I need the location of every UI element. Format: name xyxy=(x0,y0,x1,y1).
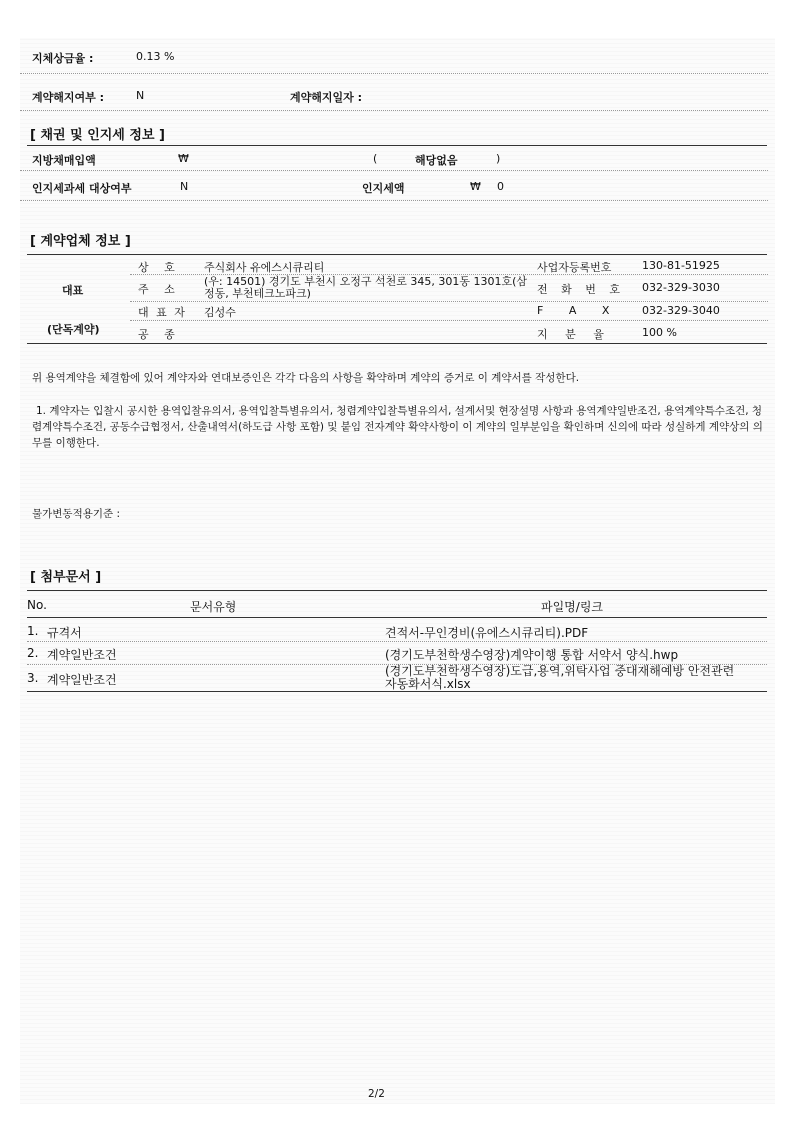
stamp-target-label: 인지세과세 대상여부 xyxy=(32,182,132,195)
attachment-row-type: 계약일반조건 xyxy=(47,673,117,687)
bond-section-title: [ 채권 및 인지세 정보 ] xyxy=(30,128,165,143)
attachments-header-no: No. xyxy=(27,598,47,612)
company-name-label: 상 호 xyxy=(138,261,181,274)
attachments-title: [ 첨부문서 ] xyxy=(30,570,102,585)
stamp-currency: ₩ xyxy=(470,180,481,193)
ceo-value: 김성수 xyxy=(204,306,236,319)
bond-currency: ₩ xyxy=(178,152,189,165)
work-type-label: 공 종 xyxy=(138,328,181,341)
termination-label: 계약해지여부 : xyxy=(32,91,104,104)
fax-value: 032-329-3040 xyxy=(642,304,720,317)
bond-paren-close: ) xyxy=(496,152,501,165)
address-label: 주 소 xyxy=(138,283,181,296)
divider xyxy=(27,691,767,692)
company-name-value: 주식회사 유에스시큐리티 xyxy=(204,261,325,274)
bond-paren-value: 해당없음 xyxy=(415,154,458,167)
address-value-line2: 정동, 부천테크노파크) xyxy=(204,287,311,300)
termination-value: N xyxy=(136,89,145,102)
share-label: 지 분 율 xyxy=(537,328,604,341)
phone-value: 032-329-3030 xyxy=(642,281,720,294)
attachment-row-no: 3. xyxy=(27,671,39,685)
attachments-header-file: 파일명/링크 xyxy=(541,600,604,614)
divider xyxy=(20,110,768,111)
business-number-label: 사업자등록번호 xyxy=(537,261,612,274)
divider xyxy=(20,170,768,171)
document-page xyxy=(20,38,775,1104)
attachment-file-link-line2[interactable]: 자동화서식.xlsx xyxy=(385,677,471,691)
page-number: 2/2 xyxy=(368,1088,385,1100)
rep-label: 대표 xyxy=(62,284,84,297)
divider xyxy=(130,301,768,302)
bond-paren-open: ( xyxy=(373,152,378,165)
divider xyxy=(27,254,767,255)
attachment-file-link[interactable]: 견적서-무인경비(유에스시큐리티).PDF xyxy=(385,626,589,640)
stamp-target-value: N xyxy=(180,180,189,193)
stamp-amount: 0 xyxy=(497,180,504,193)
clause-1: 1. 계약자는 입찰시 공시한 용역입찰유의서, 용역입찰특별유의서, 청렴계약입찰특별유의서, 설계서및 현장설명 사항과 용역계약일반조건, 용역계약특수조건, 청렴계약특수조건, 공동수급협정서, 산출내역서(하도급 사항 포함) 및 붙임 전자계약 확약사항이 이 계약의 일부분임을 확인하며 신의에 따라 성실하게 계약상의 의무를 이행한다. xyxy=(32,405,763,449)
contract-statement: 위 용역계약을 체결함에 있어 계약자와 연대보증인은 각각 다음의 사항을 확약하며 계약의 증거로 이 계약서를 작성한다. xyxy=(32,372,580,384)
fax-label: F A X xyxy=(537,304,610,317)
address-value: (우: 14501) 경기도 부천시 오정구 석천로 345, 301동 1301호(삼 xyxy=(204,275,528,288)
divider xyxy=(20,73,768,74)
divider xyxy=(27,617,767,618)
termination-date-label: 계약해지일자 : xyxy=(290,91,362,104)
ceo-label: 대 표 자 xyxy=(138,306,187,319)
attachment-row-no: 1. xyxy=(27,624,39,638)
penalty-value: 0.13 % xyxy=(136,50,175,63)
attachment-row-no: 2. xyxy=(27,646,39,660)
attachments-header-type: 문서유형 xyxy=(190,600,237,614)
attachment-file-link[interactable]: (경기도부천학생수영장)계약이행 통합 서약서 양식.hwp xyxy=(385,648,679,662)
share-value: 100 % xyxy=(642,326,677,339)
divider xyxy=(27,145,767,146)
divider xyxy=(27,641,767,642)
business-number-value: 130-81-51925 xyxy=(642,259,720,272)
attachment-file-link[interactable]: (경기도부천학생수영장)도급,용역,위탁사업 중대재해예방 안전관련 xyxy=(385,664,735,678)
stamp-amount-label: 인지세액 xyxy=(362,182,405,195)
attachment-row-type: 규격서 xyxy=(47,626,82,640)
attachment-row-type: 계약일반조건 xyxy=(47,648,117,662)
divider xyxy=(27,590,767,591)
price-change-label: 물가변동적용기준 : xyxy=(32,508,121,520)
divider xyxy=(130,320,768,321)
sole-contract-label: (단독계약) xyxy=(47,323,100,336)
penalty-label: 지체상금율 : xyxy=(32,52,94,65)
bond-label: 지방채매입액 xyxy=(32,154,96,167)
phone-label: 전 화 번 호 xyxy=(537,283,625,296)
company-section-title: [ 계약업체 정보 ] xyxy=(30,234,131,249)
divider xyxy=(27,343,767,344)
divider xyxy=(20,200,768,201)
